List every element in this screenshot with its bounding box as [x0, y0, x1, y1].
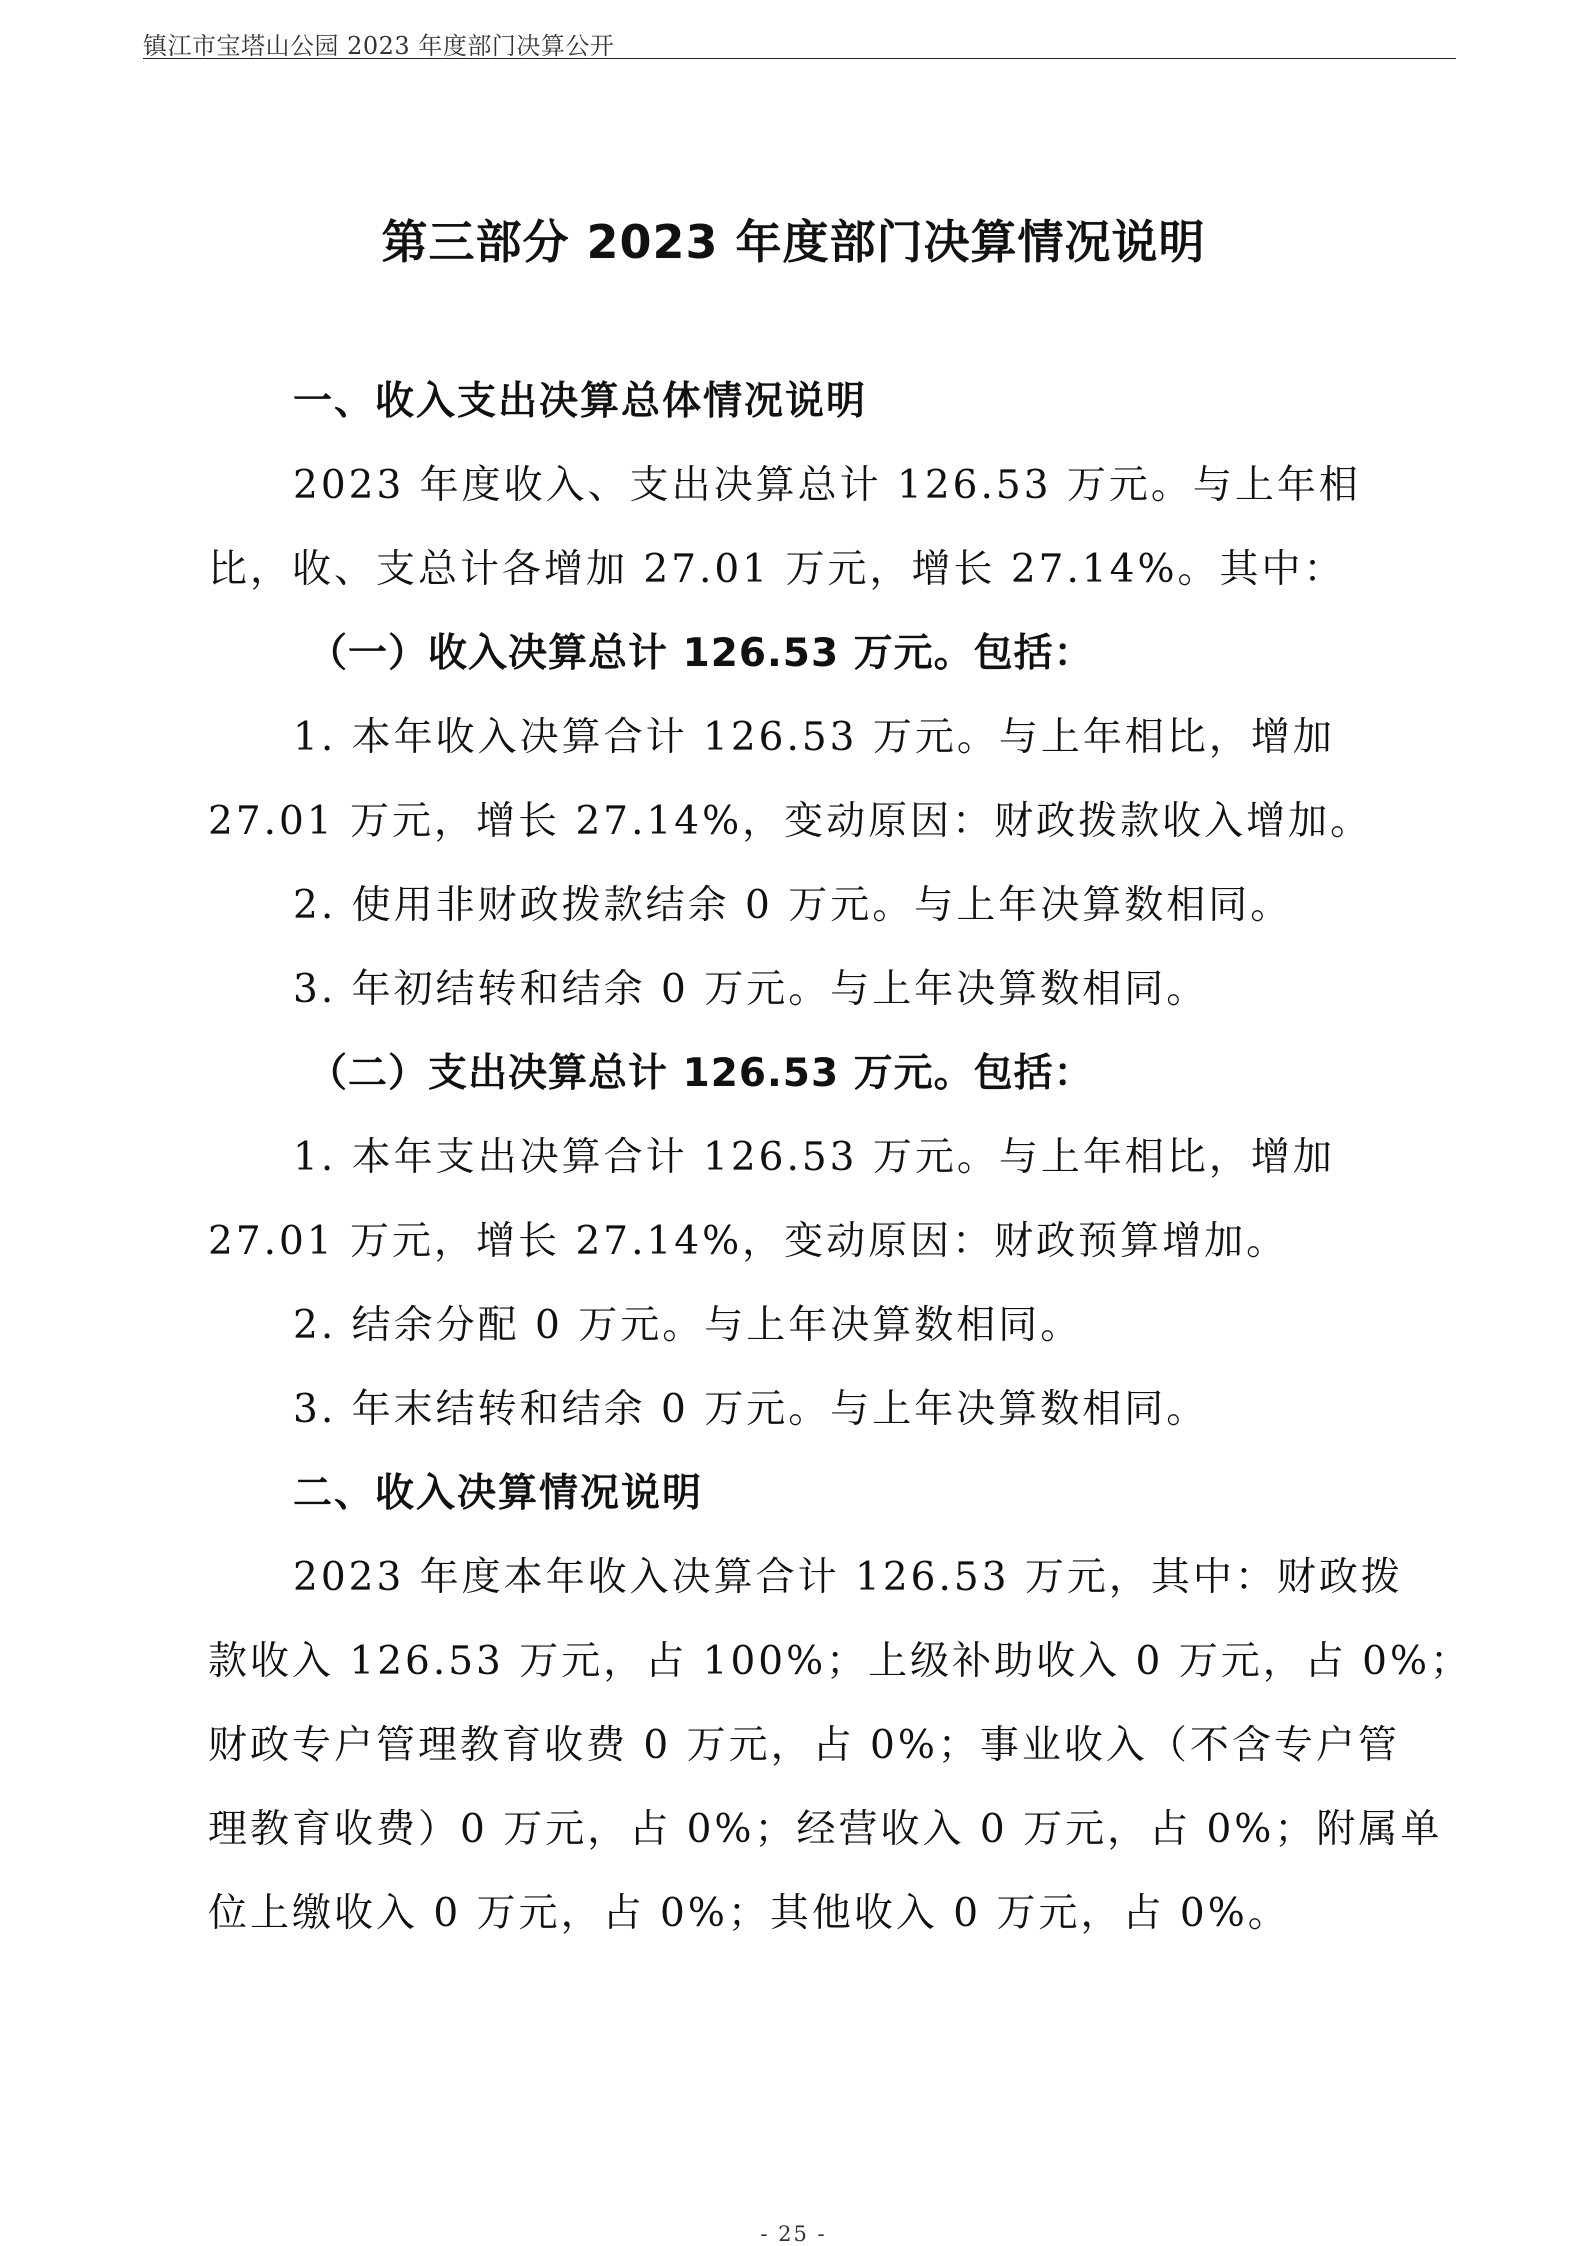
paragraph-line: 款收入 126.53 万元，占 100%；上级补助收入 0 万元，占 0%； [208, 1639, 1473, 1684]
list-item: 3. 年末结转和结余 0 万元。与上年决算数相同。 [293, 1387, 1209, 1432]
paragraph-line: 2023 年度本年收入决算合计 126.53 万元，其中：财政拨 [293, 1555, 1403, 1600]
paragraph-line: 比，收、支总计各增加 27.01 万元，增长 27.14%。其中： [208, 547, 1346, 592]
list-item: 2. 使用非财政拨款结余 0 万元。与上年决算数相同。 [293, 883, 1293, 928]
subsection-heading: （一）收入决算总计 126.53 万元。包括： [308, 631, 1094, 676]
running-header: 镇江市宝塔山公园 2023 年度部门决算公开 [143, 32, 615, 60]
section-heading: 二、收入决算情况说明 [293, 1471, 704, 1516]
list-item-line: 1. 本年支出决算合计 126.53 万元。与上年相比，增加 [293, 1135, 1335, 1180]
page-number: - 25 - [760, 2222, 827, 2246]
list-item: 3. 年初结转和结余 0 万元。与上年决算数相同。 [293, 967, 1209, 1012]
paragraph-line: 理教育收费）0 万元，占 0%；经营收入 0 万元，占 0%；附属单 [208, 1807, 1443, 1852]
section-heading: 一、收入支出决算总体情况说明 [293, 379, 868, 424]
list-item-line: 27.01 万元，增长 27.14%，变动原因：财政预算增加。 [208, 1219, 1289, 1264]
page-title: 第三部分 2023 年度部门决算情况说明 [381, 215, 1206, 269]
paragraph-line: 位上缴收入 0 万元，占 0%；其他收入 0 万元，占 0%。 [208, 1891, 1290, 1936]
paragraph-line: 2023 年度收入、支出决算总计 126.53 万元。与上年相 [293, 463, 1361, 508]
list-item-line: 1. 本年收入决算合计 126.53 万元。与上年相比，增加 [293, 715, 1335, 760]
list-item: 2. 结余分配 0 万元。与上年决算数相同。 [293, 1303, 1083, 1348]
header-divider [143, 58, 1456, 59]
document-body [208, 360, 1473, 1956]
list-item-line: 27.01 万元，增长 27.14%，变动原因：财政拨款收入增加。 [208, 799, 1373, 844]
subsection-heading: （二）支出决算总计 126.53 万元。包括： [308, 1051, 1094, 1096]
paragraph-line: 财政专户管理教育收费 0 万元，占 0%；事业收入（不含专户管 [208, 1723, 1400, 1768]
